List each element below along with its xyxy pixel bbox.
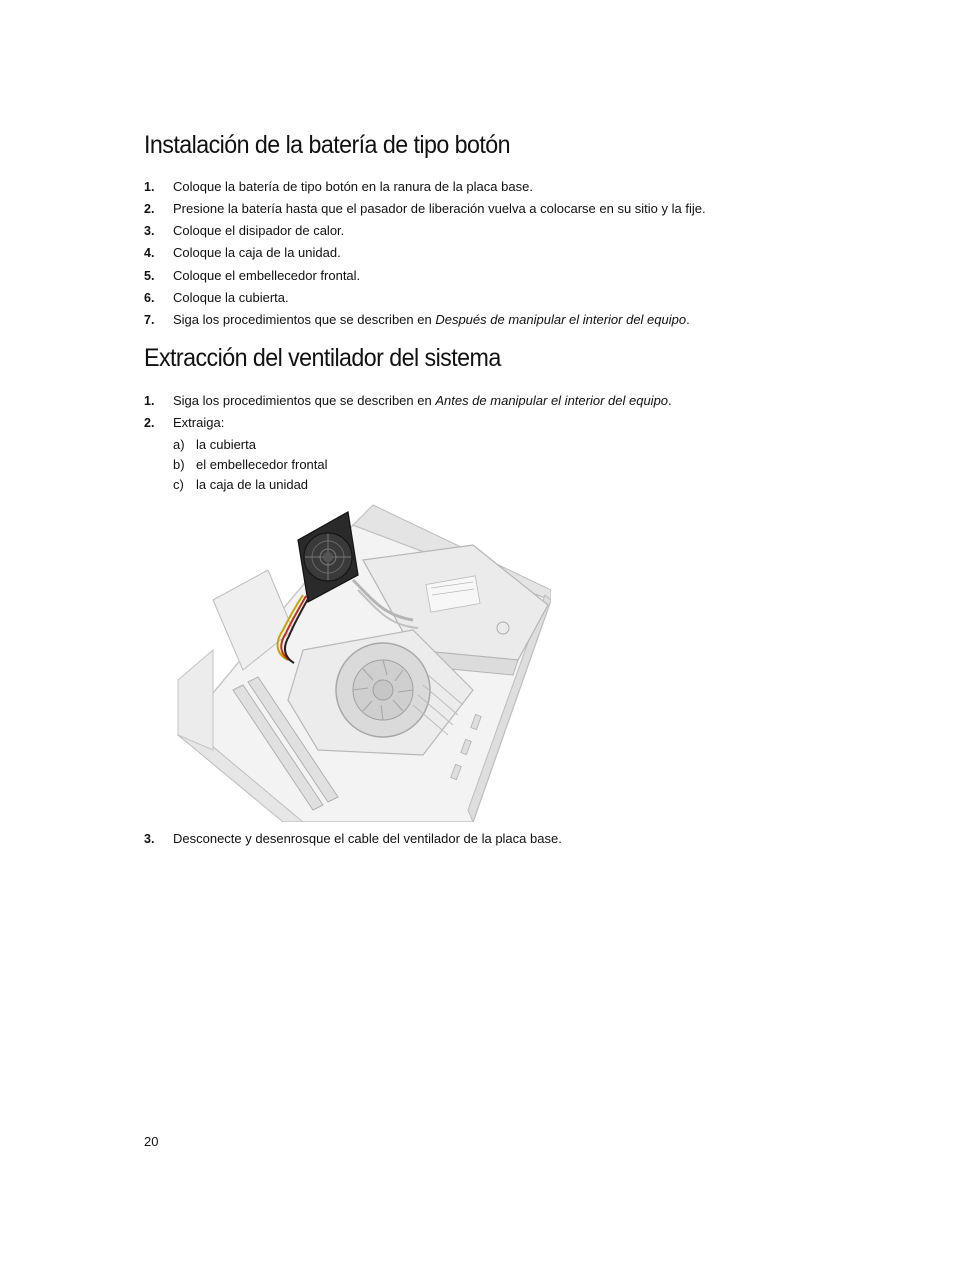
step-text <box>173 392 672 410</box>
step-text <box>173 311 690 329</box>
sub-item-letter: c) <box>173 477 184 492</box>
step-text: Extraiga: <box>173 415 225 430</box>
section-title-coin-battery: Instalación de la batería de tipo botón <box>144 131 511 159</box>
step-number: 3. <box>144 832 155 846</box>
cross-reference-link[interactable]: Después de manipular el interior del equipo <box>435 312 687 327</box>
step-text: Coloque el disipador de calor. <box>173 223 345 238</box>
step-text-end: . <box>686 312 690 327</box>
step-text-plain: Siga los procedimientos que se describen en <box>173 312 436 327</box>
step-number: 2. <box>144 416 155 430</box>
sub-item-text: la caja de la unidad <box>196 477 309 492</box>
sub-item-letter: b) <box>173 457 185 472</box>
step-number: 1. <box>144 180 155 194</box>
sub-item-text: el embellecedor frontal <box>196 457 328 472</box>
cross-reference-link[interactable]: Antes de manipular el interior del equipo <box>435 393 669 408</box>
step-number: 1. <box>144 394 155 408</box>
step-text: Coloque el embellecedor frontal. <box>173 268 361 283</box>
step-number: 7. <box>144 313 155 327</box>
page-number: 20 <box>144 1134 159 1149</box>
step-number: 4. <box>144 246 155 260</box>
step-text: Desconecte y desenrosque el cable del ventilador de la placa base. <box>173 831 562 846</box>
section-title-system-fan: Extracción del ventilador del sistema <box>144 344 501 372</box>
step-number: 6. <box>144 291 155 305</box>
step-number: 3. <box>144 224 155 238</box>
step-text: Coloque la caja de la unidad. <box>173 245 341 260</box>
step-number: 2. <box>144 202 155 216</box>
step-text: Coloque la batería de tipo botón en la ranura de la placa base. <box>173 179 533 194</box>
sub-item-text: la cubierta <box>196 437 256 452</box>
chassis-illustration <box>173 500 551 822</box>
step-number: 5. <box>144 269 155 283</box>
step-text-end: . <box>668 393 672 408</box>
sub-item-letter: a) <box>173 437 185 452</box>
step-text: Coloque la cubierta. <box>173 290 289 305</box>
step-text-plain: Siga los procedimientos que se describen en <box>173 393 436 408</box>
step-text: Presione la batería hasta que el pasador de liberación vuelva a colocarse en su sitio y la fije. <box>173 201 706 216</box>
